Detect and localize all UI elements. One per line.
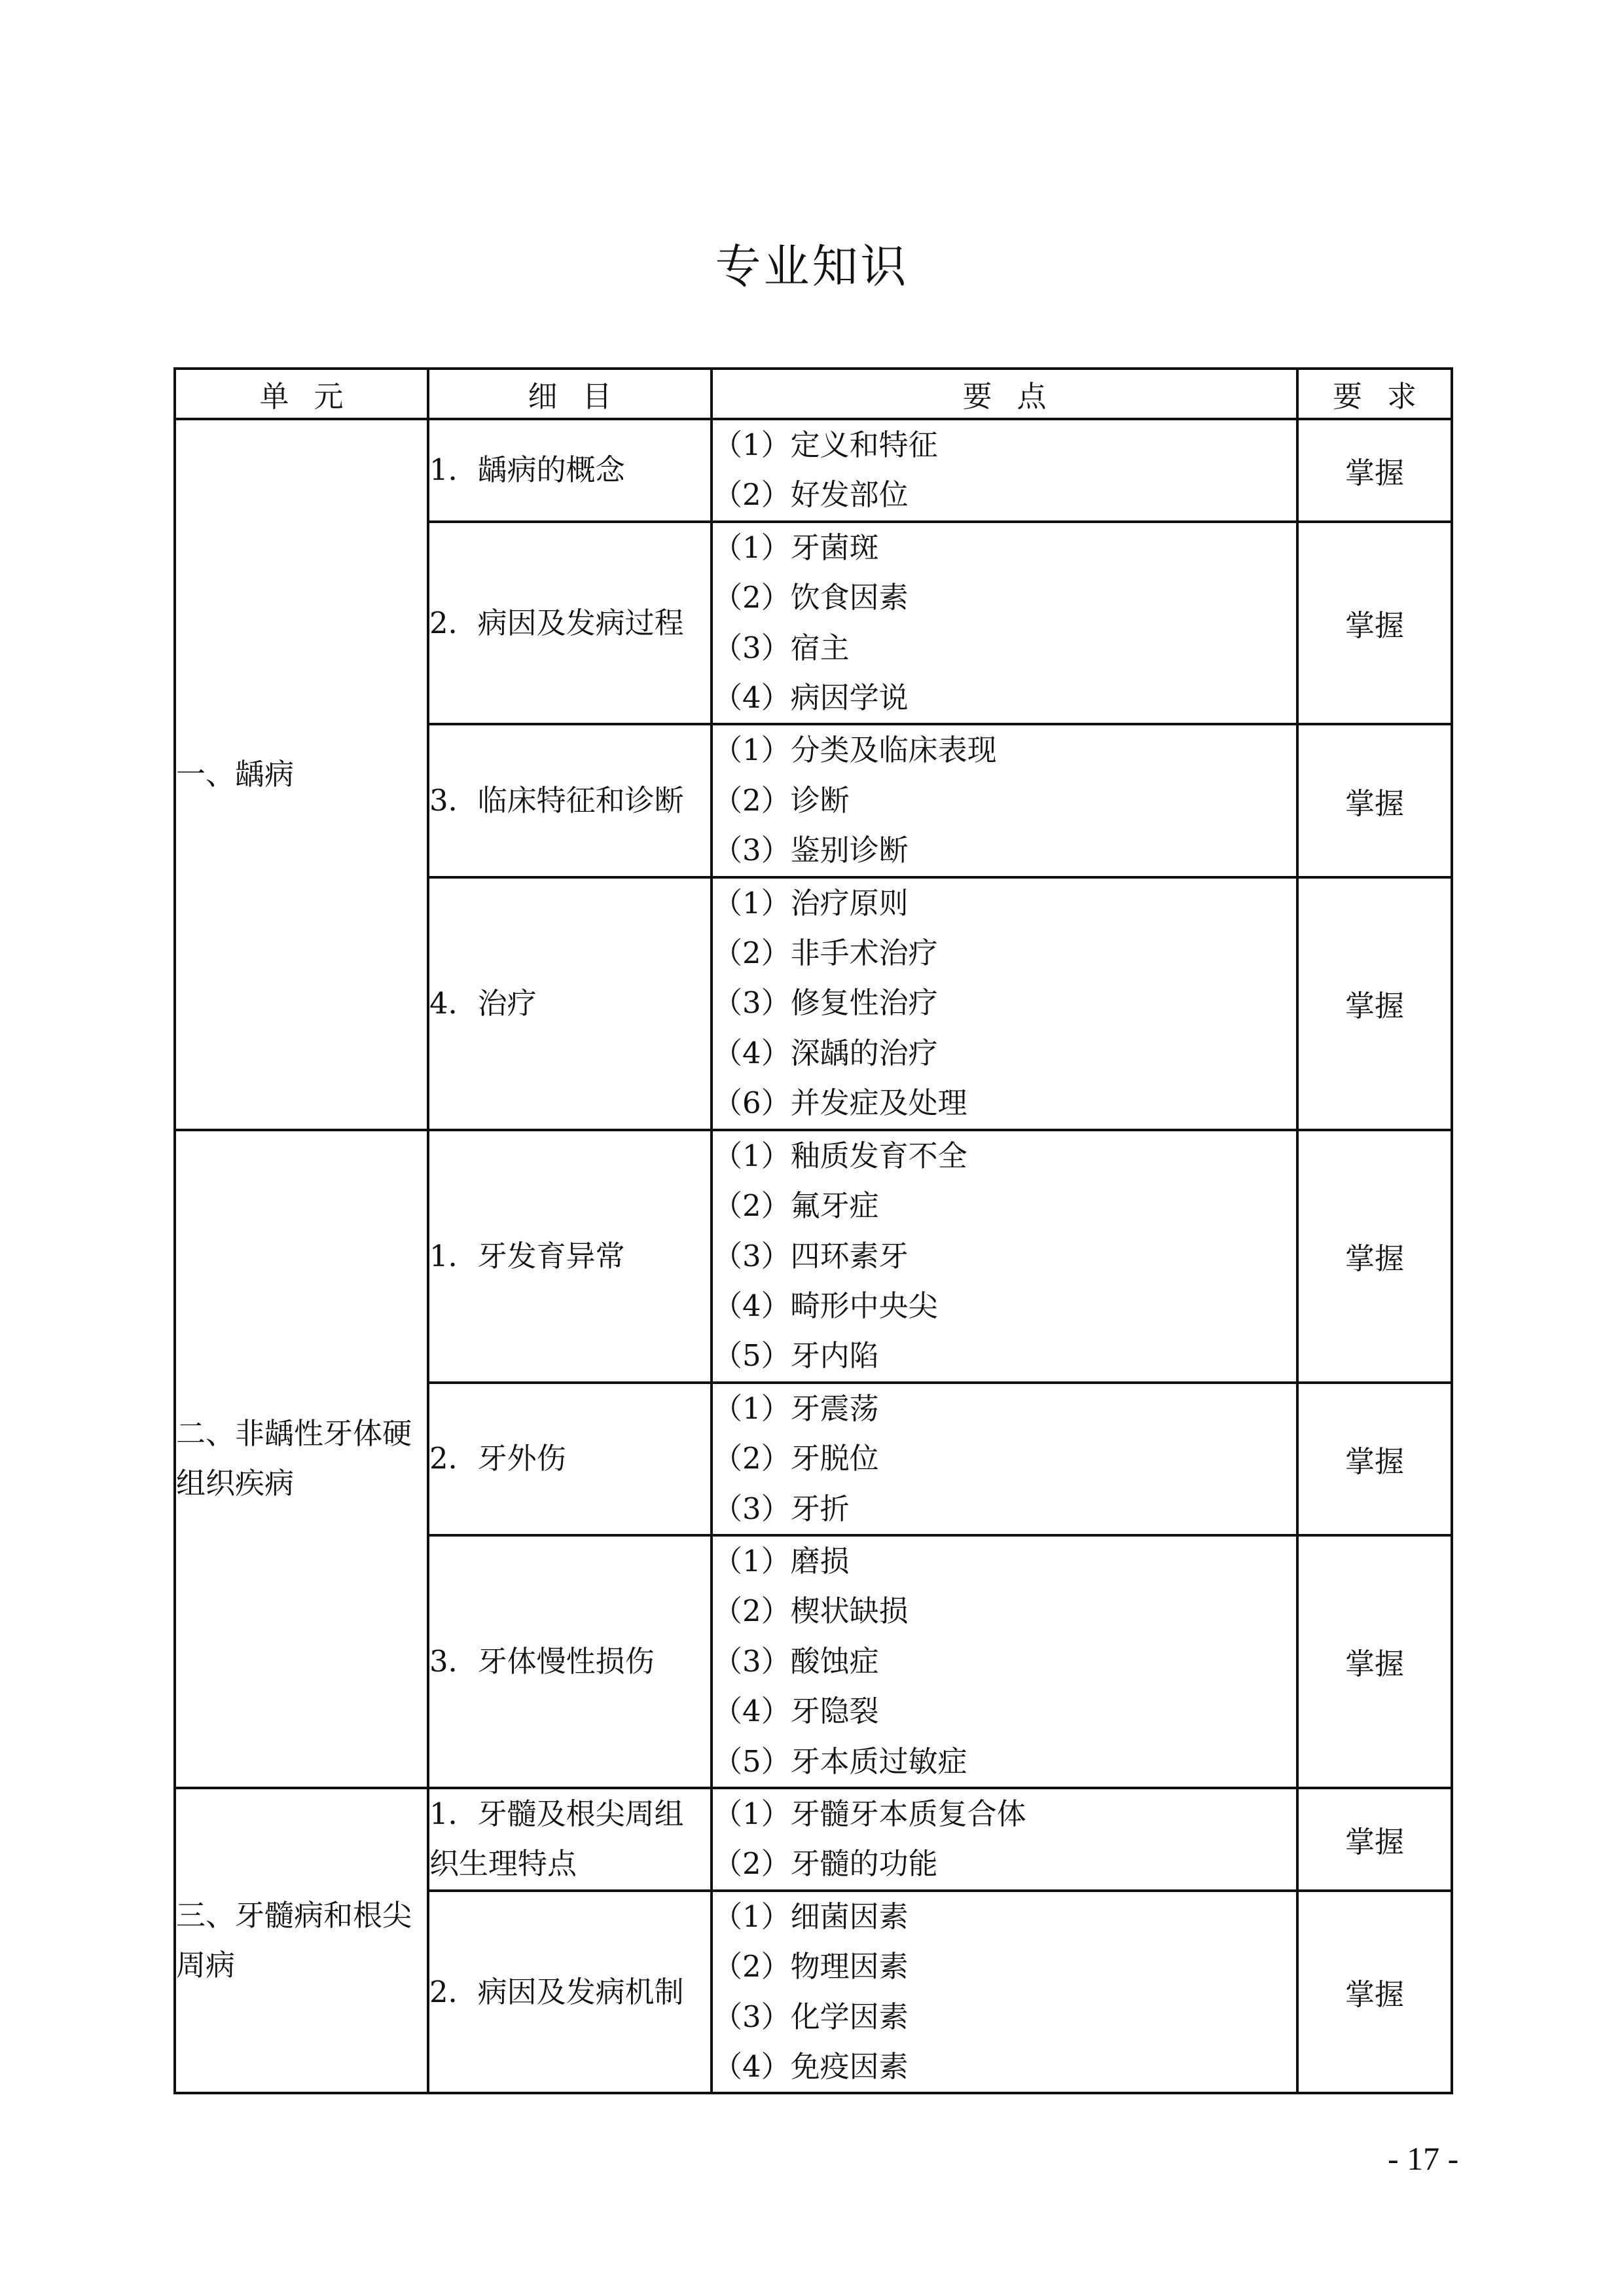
point-item: （2）非手术治疗 [713,936,938,971]
point-item: （4）免疫因素 [713,2049,909,2084]
header-unit: 单元 [175,369,428,419]
point-item: （1）定义和特征 [713,428,938,462]
point-item: （2）楔状缺损 [713,1594,909,1629]
requirement-cell: 掌握 [1297,1891,1452,2094]
point-item: （1）治疗原则 [713,885,909,920]
requirement-cell: 掌握 [1297,1788,1452,1891]
point-item: （2）牙髓的功能 [713,1846,938,1882]
point-item: （4）牙隐裂 [713,1694,879,1729]
requirement-cell: 掌握 [1297,877,1452,1130]
point-item: （4）病因学说 [713,680,909,716]
point-item: （1）牙震荡 [713,1391,879,1426]
point-item: （3）鉴别诊断 [713,833,909,868]
points-cell [712,522,1297,725]
points-cell [712,419,1297,522]
points-cell [712,1383,1297,1535]
item-cell: 2．病因及发病过程 [428,522,712,725]
header-points: 要点 [712,369,1297,419]
item-cell: 1．龋病的概念 [428,419,712,522]
syllabus-table [173,367,1453,2094]
point-item: （4）深龋的治疗 [713,1035,938,1070]
unit-cell: 一、龋病 [175,419,428,1130]
unit-cell: 二、非龋性牙体硬组织疾病 [175,1130,428,1788]
table-row [175,1788,1452,1891]
points-cell [712,877,1297,1130]
item-cell: 2．病因及发病机制 [428,1891,712,2094]
header-requirement: 要求 [1297,369,1452,419]
points-cell [712,1788,1297,1891]
requirement-cell: 掌握 [1297,522,1452,725]
point-item: （1）牙髓牙本质复合体 [713,1796,1026,1831]
point-item: （2）氟牙症 [713,1188,879,1224]
item-cell: 3．牙体慢性损伤 [428,1535,712,1788]
table-row [175,419,1452,522]
point-item: （2）诊断 [713,782,850,818]
point-item: （5）牙内陷 [713,1338,879,1374]
point-item: （3）宿主 [713,630,850,665]
point-item: （2）牙脱位 [713,1441,879,1476]
point-item: （1）细菌因素 [713,1899,909,1934]
item-cell: 3．临床特征和诊断 [428,724,712,877]
item-cell: 1．牙发育异常 [428,1130,712,1383]
requirement-cell: 掌握 [1297,419,1452,522]
points-cell [712,1130,1297,1383]
point-item: （3）牙折 [713,1491,850,1526]
point-item: （6）并发症及处理 [713,1085,967,1121]
point-item: （2）好发部位 [713,477,909,513]
points-cell [712,1891,1297,2094]
requirement-cell: 掌握 [1297,1130,1452,1383]
table-row [175,1130,1452,1383]
item-cell: 4．治疗 [428,877,712,1130]
requirement-cell: 掌握 [1297,724,1452,877]
point-item: （2）饮食因素 [713,580,909,615]
point-item: （1）牙菌斑 [713,530,879,565]
header-item: 细目 [428,369,712,419]
point-item: （3）四环素牙 [713,1238,909,1273]
points-cell [712,724,1297,877]
table-header-row [175,369,1452,419]
point-item: （1）釉质发育不全 [713,1138,967,1173]
point-item: （1）磨损 [713,1543,850,1578]
item-cell: 2．牙外伤 [428,1383,712,1535]
points-cell [712,1535,1297,1788]
requirement-cell: 掌握 [1297,1383,1452,1535]
point-item: （1）分类及临床表现 [713,733,997,768]
point-item: （5）牙本质过敏症 [713,1743,967,1779]
point-item: （2）物理因素 [713,1949,909,1984]
item-cell: 1．牙髓及根尖周组织生理特点 [428,1788,712,1891]
requirement-cell: 掌握 [1297,1535,1452,1788]
point-item: （3）化学因素 [713,1999,909,2034]
unit-cell: 三、牙髓病和根尖周病 [175,1788,428,2093]
point-item: （3）酸蚀症 [713,1643,879,1679]
table-body [175,419,1452,2093]
point-item: （3）修复性治疗 [713,985,938,1021]
point-item: （4）畸形中央尖 [713,1288,938,1323]
page-number: - 17 - [1388,2140,1459,2177]
page-title: 专业知识 [715,240,909,293]
